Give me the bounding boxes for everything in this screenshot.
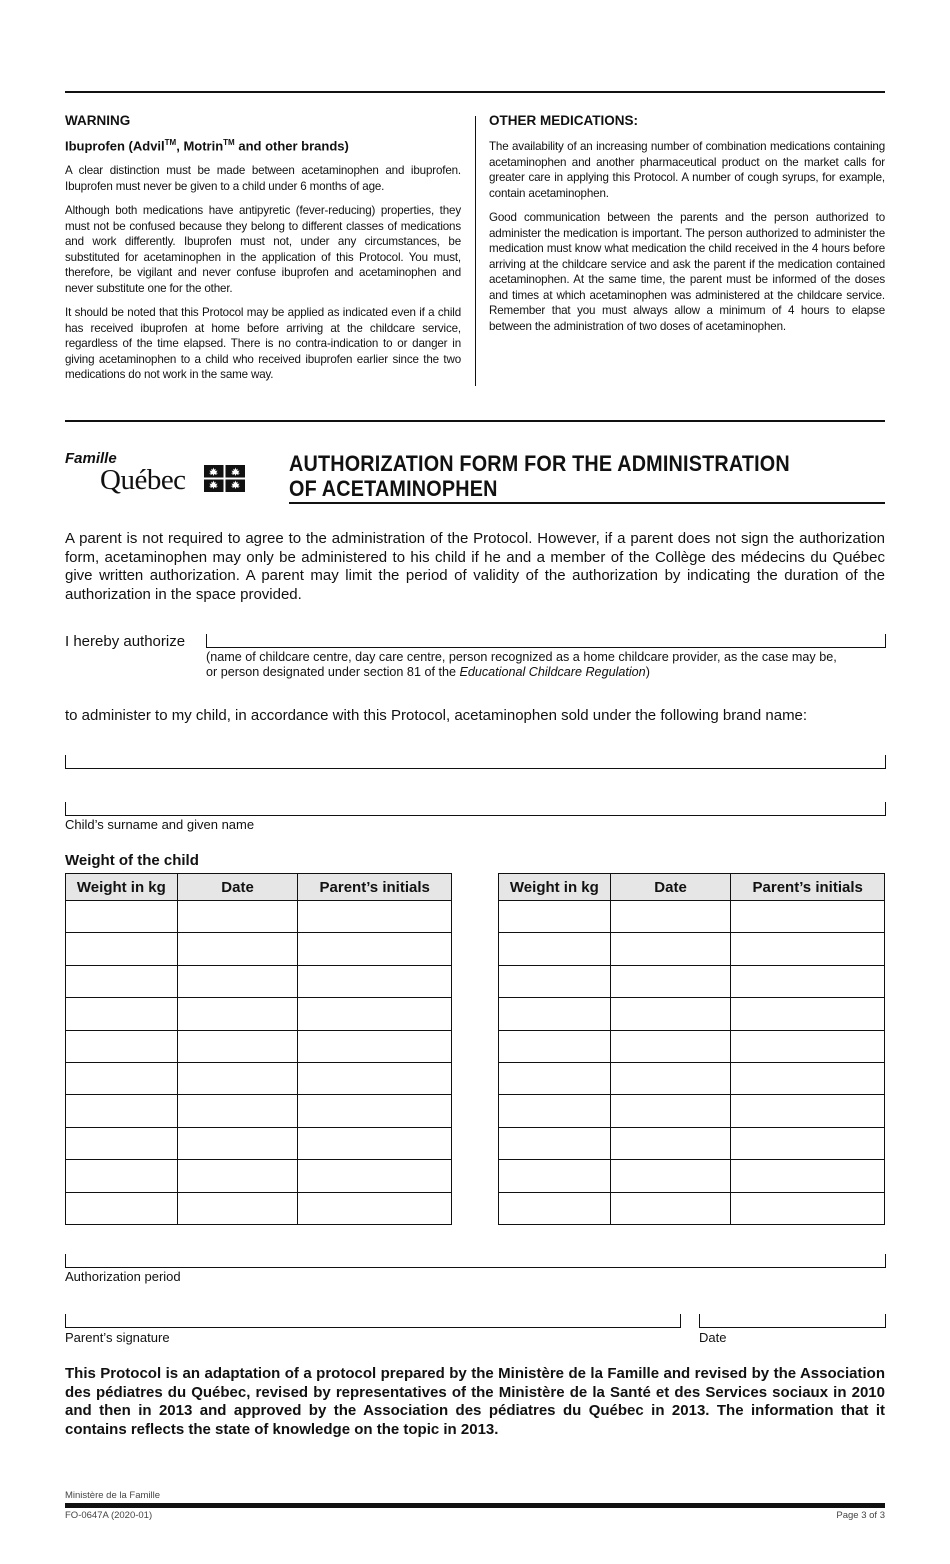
table-row xyxy=(66,1192,452,1224)
weight-cell[interactable] xyxy=(499,1192,611,1224)
date-cell[interactable] xyxy=(610,965,731,997)
date-cell[interactable] xyxy=(177,998,298,1030)
date-cell[interactable] xyxy=(177,1062,298,1094)
weight-cell[interactable] xyxy=(499,1095,611,1127)
initials-cell[interactable] xyxy=(731,933,885,965)
initials-header: Parent’s initials xyxy=(731,874,885,901)
initials-cell[interactable] xyxy=(298,933,452,965)
date-cell[interactable] xyxy=(610,998,731,1030)
other-medications-paragraph: The availability of an increasing number of combination medications containing acetaminophen and another pharmaceutical product on the market calls for greater care in applying this Protocol. A number of cough syrups, for example, contain acetaminophen. xyxy=(489,140,885,200)
initials-cell[interactable] xyxy=(298,1030,452,1062)
weight-cell[interactable] xyxy=(66,1062,178,1094)
parent-signature-label: Parent’s signature xyxy=(65,1330,170,1345)
initials-cell[interactable] xyxy=(731,1127,885,1159)
warning-section xyxy=(65,113,461,383)
date-cell[interactable] xyxy=(177,1030,298,1062)
date-cell[interactable] xyxy=(610,1030,731,1062)
authorization-period-label: Authorization period xyxy=(65,1269,181,1284)
date-cell[interactable] xyxy=(610,1127,731,1159)
initials-cell[interactable] xyxy=(298,1127,452,1159)
ibuprofen-subheading: Ibuprofen (Advil™, Motrin™ and other brands) xyxy=(65,138,349,154)
table-row xyxy=(499,1095,885,1127)
date-cell[interactable] xyxy=(610,1062,731,1094)
initials-cell[interactable] xyxy=(298,1192,452,1224)
weight-table-right xyxy=(498,873,885,1225)
table-row xyxy=(499,1062,885,1094)
weight-cell[interactable] xyxy=(66,1160,178,1192)
initials-cell[interactable] xyxy=(731,1160,885,1192)
initials-cell[interactable] xyxy=(298,1062,452,1094)
date-cell[interactable] xyxy=(610,901,731,933)
child-name-field[interactable] xyxy=(65,802,886,816)
date-cell[interactable] xyxy=(177,965,298,997)
intro-paragraph: A parent is not required to agree to the administration of the Protocol. However, if a parent does not sign the authorization form, acetaminophen may only be administered to his child if he and a member of the Collège des médecins du Québec give written authorization. A parent may limit the period of validity of the authorization by indicating the duration of the authorization in the space provided. xyxy=(65,530,885,603)
table-row xyxy=(499,901,885,933)
initials-cell[interactable] xyxy=(298,1095,452,1127)
other-medications-heading: OTHER MEDICATIONS: xyxy=(489,113,638,128)
table-row xyxy=(66,1160,452,1192)
table-row xyxy=(499,1127,885,1159)
weight-title: Weight of the child xyxy=(65,852,199,869)
initials-cell[interactable] xyxy=(731,1192,885,1224)
date-header: Date xyxy=(177,874,298,901)
authorize-field-note xyxy=(206,650,896,680)
initials-cell[interactable] xyxy=(731,998,885,1030)
date-header: Date xyxy=(610,874,731,901)
initials-cell[interactable] xyxy=(731,1095,885,1127)
authorization-period-field[interactable] xyxy=(65,1254,886,1268)
initials-header: Parent’s initials xyxy=(298,874,452,901)
signature-date-field[interactable] xyxy=(699,1314,886,1328)
authorize-note-line-1: (name of childcare centre, day care centre, person recognized as a home childcare provider, as the case may be, xyxy=(206,650,837,664)
weight-table-left xyxy=(65,873,452,1225)
table-row xyxy=(66,965,452,997)
table-row xyxy=(499,965,885,997)
brand-name-field[interactable] xyxy=(65,755,886,769)
table-row xyxy=(66,1062,452,1094)
form-title-line-1: AUTHORIZATION FORM FOR THE ADMINISTRATION xyxy=(289,451,790,476)
other-medications-section xyxy=(489,113,885,334)
signature-date-label: Date xyxy=(699,1330,727,1345)
initials-cell[interactable] xyxy=(731,1030,885,1062)
date-cell[interactable] xyxy=(177,1127,298,1159)
table-row xyxy=(499,998,885,1030)
weight-cell[interactable] xyxy=(499,1030,611,1062)
logo-famille: Famille xyxy=(65,450,117,467)
table-row xyxy=(66,933,452,965)
date-cell[interactable] xyxy=(610,1160,731,1192)
page-number: Page 3 of 3 xyxy=(836,1510,885,1521)
form-title xyxy=(289,451,825,501)
initials-cell[interactable] xyxy=(298,1160,452,1192)
parent-signature-field[interactable] xyxy=(65,1314,681,1328)
date-cell[interactable] xyxy=(177,1192,298,1224)
warning-paragraph: A clear distinction must be made between acetaminophen and ibuprofen. Ibuprofen must never be given to a child under 6 months of age. xyxy=(65,164,461,193)
other-medications-paragraph: Good communication between the parents and the person authorized to administer the medication is important. The person authorized to administer the medication must know what medication the child received in the 4 hours before arriving at the childcare service and ask the parent if the medication contained acetaminophen. At the same time, the parent must be informed of the doses and times at which acetaminophen was administered at the childcare service. Remember that you must always allow a minimum of 4 hours to elapse between the administration of two doses of acetaminophen. xyxy=(489,211,885,333)
authorize-note-line-2: or person designated under section 81 of the Educational Childcare Regulation) xyxy=(206,665,650,679)
weight-cell[interactable] xyxy=(66,1095,178,1127)
ministry-name: Ministère de la Famille xyxy=(65,1490,161,1501)
weight-cell[interactable] xyxy=(499,933,611,965)
form-code: FO-0647A (2020-01) xyxy=(65,1510,153,1521)
table-row xyxy=(66,1030,452,1062)
logo-quebec: Québec xyxy=(100,464,186,496)
table-row xyxy=(499,933,885,965)
top-rule xyxy=(65,91,885,93)
date-cell[interactable] xyxy=(610,933,731,965)
table-row xyxy=(499,1030,885,1062)
date-cell[interactable] xyxy=(610,1095,731,1127)
warning-heading: WARNING xyxy=(65,113,131,128)
weight-cell[interactable] xyxy=(66,1127,178,1159)
date-cell[interactable] xyxy=(177,1160,298,1192)
weight-cell[interactable] xyxy=(66,933,178,965)
weight-header: Weight in kg xyxy=(499,874,611,901)
weight-cell[interactable] xyxy=(66,998,178,1030)
form-title-line-2: OF ACETAMINOPHEN xyxy=(289,476,498,501)
table-row xyxy=(66,1127,452,1159)
weight-cell[interactable] xyxy=(66,1192,178,1224)
administer-statement: to administer to my child, in accordance with this Protocol, acetaminophen sold under the following brand name: xyxy=(65,707,808,724)
initials-cell[interactable] xyxy=(731,1062,885,1094)
warning-paragraph: Although both medications have antipyretic (fever-reducing) properties, they must not be confused because they belong to different classes of medications and work differently. Ibuprofen must not, under any circumstances, be substituted for acetaminophen in the application of this Protocol. You must, therefore, be vigilant and never confuse ibuprofen and acetaminophen and never substitute one for the other. xyxy=(65,204,461,295)
weight-cell[interactable] xyxy=(499,901,611,933)
table-row xyxy=(499,1160,885,1192)
table-row xyxy=(66,998,452,1030)
authorized-provider-field[interactable] xyxy=(206,634,886,648)
table-row xyxy=(66,901,452,933)
weight-cell[interactable] xyxy=(499,1062,611,1094)
quebec-flag-icon xyxy=(204,465,245,492)
authorize-label: I hereby authorize xyxy=(65,633,186,650)
weight-cell[interactable] xyxy=(499,1127,611,1159)
date-cell[interactable] xyxy=(177,1095,298,1127)
weight-cell[interactable] xyxy=(499,1160,611,1192)
weight-cell[interactable] xyxy=(499,965,611,997)
weight-header: Weight in kg xyxy=(66,874,178,901)
weight-cell[interactable] xyxy=(66,1030,178,1062)
child-name-label: Child’s surname and given name xyxy=(65,817,255,832)
date-cell[interactable] xyxy=(177,933,298,965)
column-divider xyxy=(475,116,476,386)
initials-cell[interactable] xyxy=(731,901,885,933)
initials-cell[interactable] xyxy=(298,901,452,933)
section-rule xyxy=(65,420,885,422)
weight-cell[interactable] xyxy=(499,998,611,1030)
weight-cell[interactable] xyxy=(66,965,178,997)
title-underline xyxy=(289,502,885,504)
table-row xyxy=(499,1192,885,1224)
date-cell[interactable] xyxy=(177,901,298,933)
initials-cell[interactable] xyxy=(298,998,452,1030)
date-cell[interactable] xyxy=(610,1192,731,1224)
protocol-footnote: This Protocol is an adaptation of a protocol prepared by the Ministère de la Famille and revised by the Association des pédiatres du Québec, revised by representatives of the Ministère de la Santé et des Services sociaux in 2010 and then in 2013 and approved by the Association des pédiatres du Québec in 2013. The information that it contains reflects the state of knowledge on the topic in 2013. xyxy=(65,1365,885,1438)
warning-paragraph: It should be noted that this Protocol may be applied as indicated even if a child has received ibuprofen at home before arriving at the childcare service, regardless of the time elapsed. There is no contra-indication to or danger in giving acetaminophen to a child who received ibuprofen earlier since the two medications do not work in the same way. xyxy=(65,306,461,382)
footer-bar xyxy=(65,1503,885,1508)
initials-cell[interactable] xyxy=(731,965,885,997)
weight-cell[interactable] xyxy=(66,901,178,933)
table-row xyxy=(66,1095,452,1127)
initials-cell[interactable] xyxy=(298,965,452,997)
